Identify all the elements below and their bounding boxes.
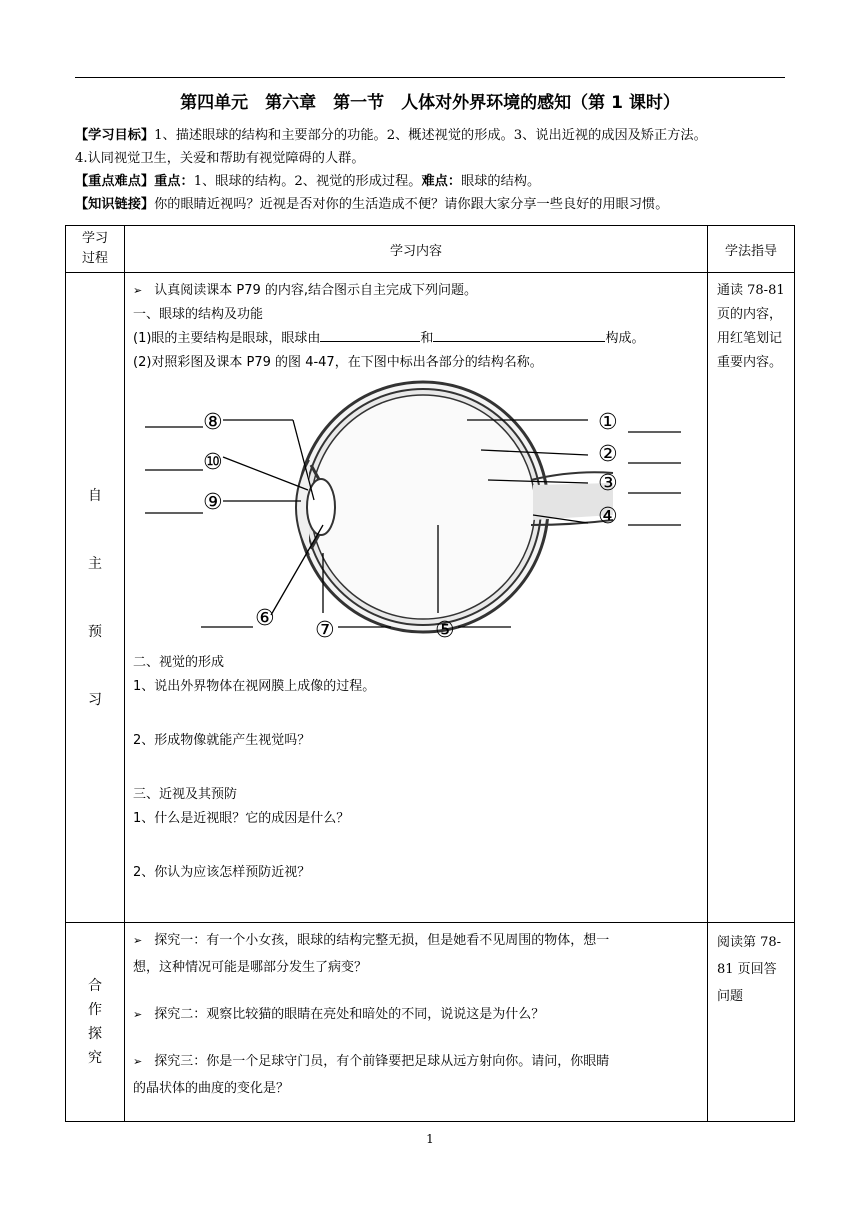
header-rule [75, 77, 785, 78]
table-header-row [66, 226, 795, 273]
learning-goals [75, 124, 790, 216]
link-label: 【知识链接】 [75, 197, 155, 212]
eye-label: ④ [598, 504, 618, 529]
key-label: 【重点难点】 [75, 174, 155, 189]
question: 2、你认为应该怎样预防近视？ [133, 865, 311, 880]
stage-cooperation [66, 923, 125, 1122]
eye-label: ① [598, 410, 618, 435]
answer-blank[interactable] [433, 327, 605, 342]
eye-label: ⑦ [315, 618, 335, 643]
link-text: 你的眼睛近视吗？近视是否对你的生活造成不便？请你跟大家分享一些良好的用眼习惯。 [154, 197, 669, 212]
key-point-text: 1、眼球的结构。2、视觉的形成过程。 [193, 174, 422, 189]
task-text: 认真阅读课本 P79 的内容,结合图示自主完成下列问题。 [154, 283, 477, 298]
stage-self-study [66, 273, 125, 923]
eye-label: ⑧ [203, 410, 223, 435]
section-heading: 三、近视及其预防 [133, 787, 238, 802]
explore-1-cont: 想，这种情况可能是哪部分发生了病变？ [133, 960, 368, 975]
goal-text-2: 4.认同视觉卫生，关爱和帮助有视觉障碍的人群。 [75, 151, 365, 166]
table-row-self-study [66, 273, 795, 923]
eye-label: ⑤ [435, 618, 455, 643]
eye-label: ⑨ [203, 490, 223, 515]
answer-blank[interactable] [320, 327, 420, 342]
explore-1: 探究一：有一个小女孩，眼球的结构完整无损，但是她看不见周围的物体，想一 [154, 933, 610, 948]
stage-char: 预 [88, 623, 102, 640]
bullet-icon: ➢ [133, 1055, 143, 1068]
eye-diagram [133, 375, 699, 645]
question: 1、什么是近视眼？它的成因是什么？ [133, 811, 350, 826]
stage-char: 习 [88, 691, 102, 708]
header-method: 学法指导 [708, 226, 795, 273]
question: 1、说出外界物体在视网膜上成像的过程。 [133, 679, 376, 694]
stage-char: 主 [88, 555, 102, 572]
question: 2、形成物像就能产生视觉吗？ [133, 733, 311, 748]
eye-label: ③ [598, 471, 618, 496]
stage-char: 究 [88, 1050, 102, 1066]
stage-char: 自 [88, 487, 102, 504]
header-content: 学习内容 [125, 226, 708, 273]
goal-text: 1、描述眼球的结构和主要部分的功能。2、概述视觉的形成。3、说出近视的成因及矫正方法。 [154, 128, 707, 143]
eye-label: ⑥ [255, 606, 275, 631]
content-self-study [125, 273, 708, 923]
goal-label: 【学习目标】 [75, 128, 155, 143]
stage-char: 探 [88, 1026, 102, 1042]
stage-char: 合 [88, 978, 102, 994]
key-point-label: 重点： [154, 174, 194, 189]
eye-diagram-svg [133, 375, 703, 645]
section-heading: 二、视觉的形成 [133, 655, 225, 670]
bullet-icon: ➢ [133, 934, 143, 947]
question-1: (1)眼的主要结构是眼球，眼球由 和 构成。 [133, 327, 699, 351]
explore-3: 探究三：你是一个足球守门员，有个前锋要把足球从远方射向你。请问，你眼睛 [154, 1054, 610, 1069]
method-self-study: 通读 78-81 页的内容，用红笔划记重要内容。 [708, 273, 795, 923]
explore-3-cont: 的晶状体的曲度的变化是？ [133, 1081, 290, 1096]
page-title: 第四单元 第六章 第一节 人体对外界环境的感知（第 1 课时） [180, 93, 680, 113]
header-process: 学习过程 [66, 226, 125, 273]
difficulty-text: 眼球的结构。 [461, 174, 541, 189]
study-table [65, 225, 795, 1122]
explore-2: 探究二：观察比较猫的眼睛在亮处和暗处的不同，说说这是为什么？ [154, 1007, 545, 1022]
bullet-icon: ➢ [133, 284, 143, 297]
bullet-icon: ➢ [133, 1008, 143, 1021]
content-cooperation [125, 923, 708, 1122]
eye-label: ② [598, 442, 618, 467]
difficulty-label: 难点： [421, 174, 462, 189]
page-number: 1 [426, 1132, 434, 1146]
table-row-cooperation [66, 923, 795, 1122]
method-cooperation: 阅读第 78-81 页回答问题 [708, 923, 795, 1122]
stage-char: 作 [88, 1002, 102, 1018]
eye-label: ⑩ [203, 450, 223, 475]
section-heading: 一、眼球的结构及功能 [133, 307, 264, 322]
question-2: (2)对照彩图及课本 P79 的图 4-47，在下图中标出各部分的结构名称。 [133, 355, 543, 370]
